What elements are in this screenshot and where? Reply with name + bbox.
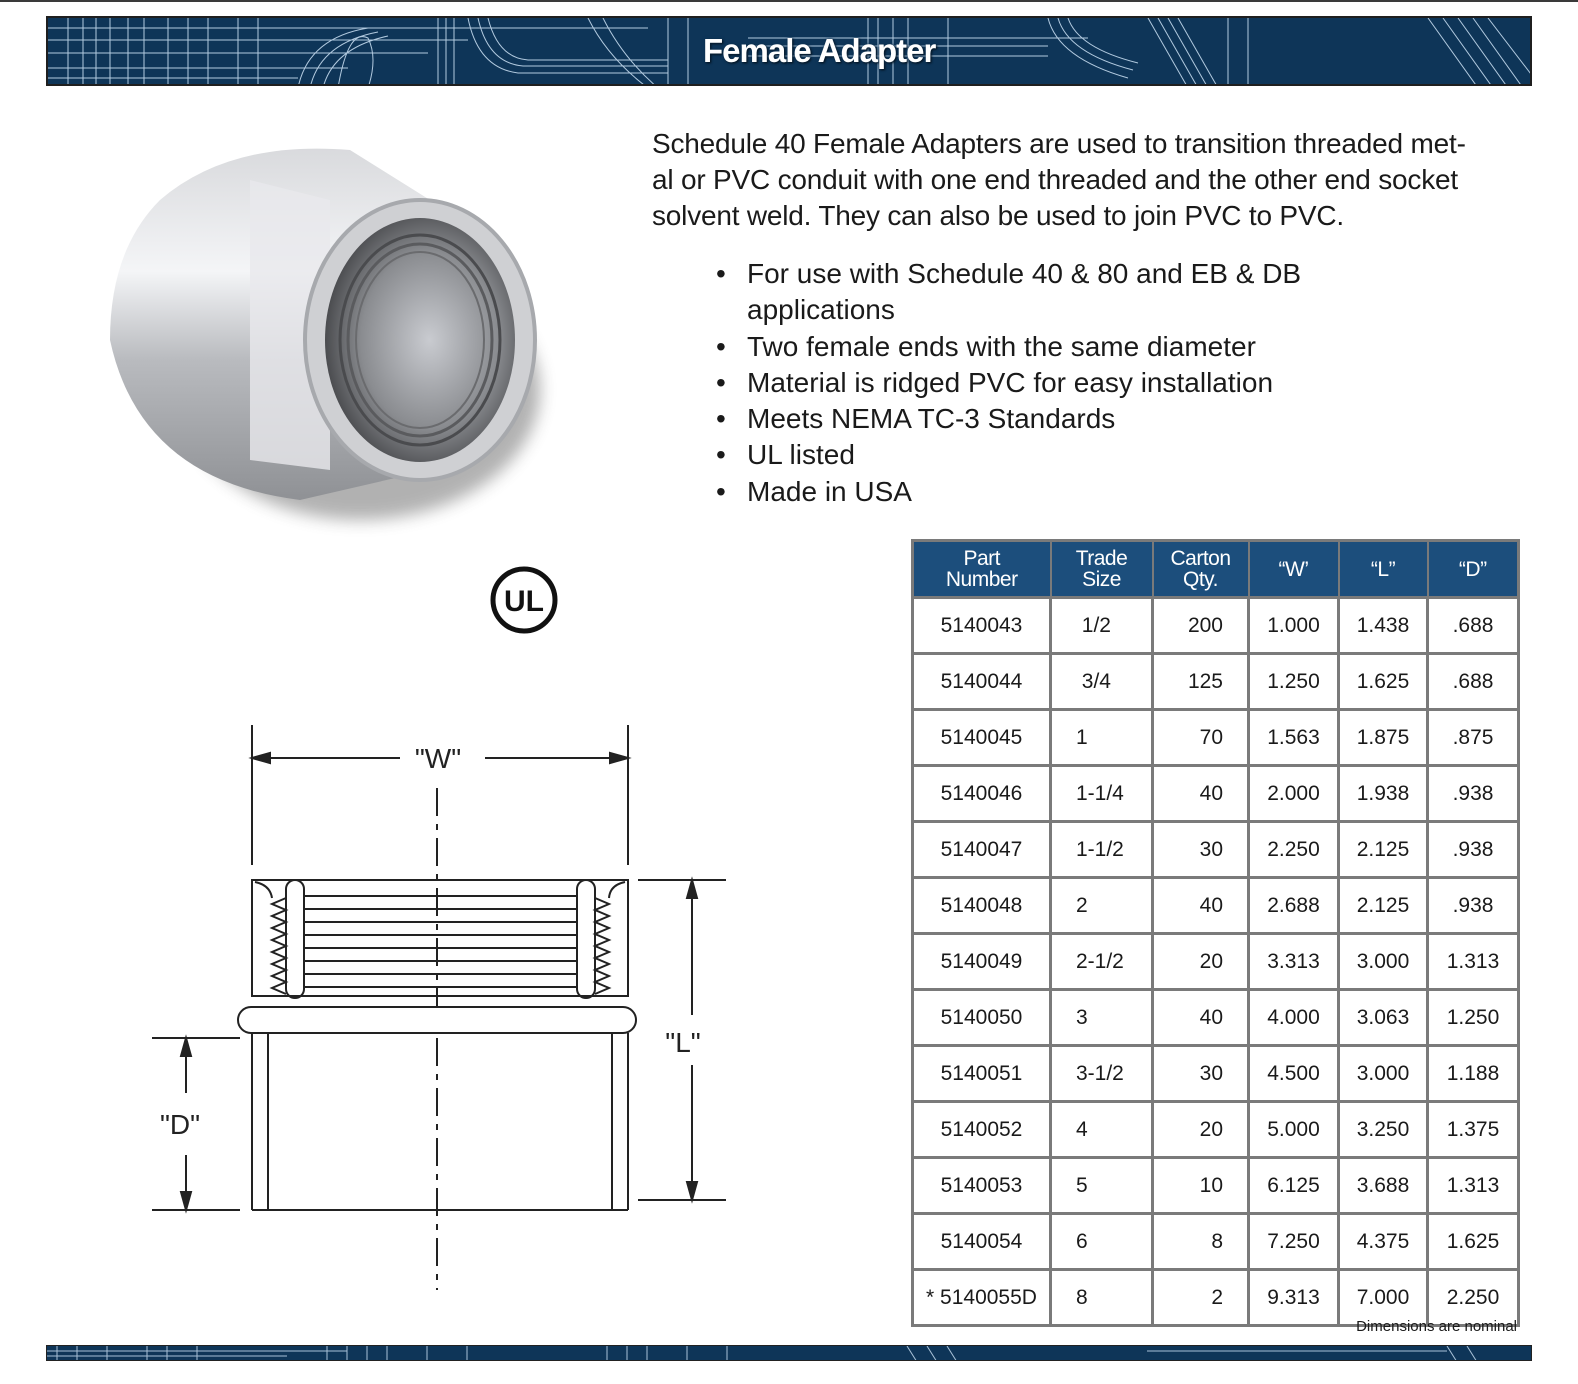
carton-qty-cell: 20 [1153, 1102, 1249, 1158]
part-number-cell: 5140050 [913, 990, 1051, 1046]
carton-qty-cell: 20 [1153, 934, 1249, 990]
table-row [913, 1158, 1519, 1214]
description-line-2: al or PVC conduit with one end threaded and the other end socket [652, 164, 1458, 195]
trade-size-cell: 3-1/2 [1051, 1046, 1153, 1102]
l-dimension-cell: 1.938 [1339, 766, 1428, 822]
column-header-d: “D” [1428, 541, 1519, 598]
w-dimension-cell: 5.000 [1249, 1102, 1339, 1158]
table-row [913, 990, 1519, 1046]
part-number-cell: 5140052 [913, 1102, 1051, 1158]
w-dimension-cell: 2.688 [1249, 878, 1339, 934]
table-row [913, 1046, 1519, 1102]
l-dimension-cell: 1.875 [1339, 710, 1428, 766]
d-dimension-cell: .938 [1428, 766, 1519, 822]
column-header-trade-size: Trade Size [1051, 541, 1153, 598]
trade-size-cell: 1/2 [1051, 598, 1153, 654]
part-number-cell: 5140044 [913, 654, 1051, 710]
carton-qty-cell: 8 [1153, 1214, 1249, 1270]
trade-size-cell: 1-1/2 [1051, 822, 1153, 878]
table-row [913, 710, 1519, 766]
part-number-cell: 5140045 [913, 710, 1051, 766]
part-number-cell: 5140054 [913, 1214, 1051, 1270]
product-description [652, 126, 1552, 234]
trade-size-cell: 2 [1051, 878, 1153, 934]
l-dimension-cell: 3.688 [1339, 1158, 1428, 1214]
description-line-3: solvent weld. They can also be used to join PVC to PVC. [652, 200, 1344, 231]
d-dimension-cell: .688 [1428, 654, 1519, 710]
w-dimension-cell: 2.250 [1249, 822, 1339, 878]
carton-qty-cell: 200 [1153, 598, 1249, 654]
trade-size-cell: 2-1/2 [1051, 934, 1153, 990]
w-dimension-cell: 4.000 [1249, 990, 1339, 1046]
d-dimension-cell: 1.625 [1428, 1214, 1519, 1270]
carton-qty-cell: 70 [1153, 710, 1249, 766]
trade-size-cell: 8 [1051, 1270, 1153, 1326]
carton-qty-cell: 40 [1153, 990, 1249, 1046]
w-dimension-cell: 9.313 [1249, 1270, 1339, 1326]
d-dimension-cell: .938 [1428, 878, 1519, 934]
part-number-cell: 5140043 [913, 598, 1051, 654]
l-dimension-cell: 3.000 [1339, 934, 1428, 990]
d-dimension-cell: .938 [1428, 822, 1519, 878]
d-dimension-cell: 1.313 [1428, 934, 1519, 990]
dimensions-note: Dimensions are nominal [1356, 1318, 1517, 1335]
column-header-part-number: Part Number [913, 541, 1051, 598]
part-number-cell: 5140048 [913, 878, 1051, 934]
feature-item: • Two female ends with the same diameter [716, 329, 1376, 365]
w-dimension-cell: 7.250 [1249, 1214, 1339, 1270]
trade-size-cell: 3 [1051, 990, 1153, 1046]
top-rule [0, 0, 1578, 2]
l-dimension-cell: 2.125 [1339, 822, 1428, 878]
feature-item: • Made in USA [716, 474, 1376, 510]
dimension-drawing [140, 710, 740, 1290]
w-dimension-cell: 1.250 [1249, 654, 1339, 710]
w-dimension-cell: 2.000 [1249, 766, 1339, 822]
carton-qty-cell: 125 [1153, 654, 1249, 710]
d-dimension-cell: 1.313 [1428, 1158, 1519, 1214]
carton-qty-cell: 30 [1153, 822, 1249, 878]
part-number-cell: 5140053 [913, 1158, 1051, 1214]
l-dimension-cell: 2.125 [1339, 878, 1428, 934]
footer-banner [46, 1345, 1532, 1361]
dimensions-table [911, 539, 1520, 1327]
part-number-cell: 5140049 [913, 934, 1051, 990]
carton-qty-cell: 2 [1153, 1270, 1249, 1326]
d-dimension-cell: 2.250 [1428, 1270, 1519, 1326]
table-row [913, 822, 1519, 878]
l-dimension-cell: 1.625 [1339, 654, 1428, 710]
svg-text:UL: UL [504, 585, 544, 618]
part-number-cell: * 5140055D [913, 1270, 1051, 1326]
trade-size-cell: 5 [1051, 1158, 1153, 1214]
feature-item: • UL listed [716, 437, 1376, 473]
d-dimension-cell: 1.375 [1428, 1102, 1519, 1158]
w-dimension-label: "W" [414, 743, 462, 774]
trade-size-cell: 4 [1051, 1102, 1153, 1158]
description-line-1: Schedule 40 Female Adapters are used to transition threaded met- [652, 128, 1466, 159]
l-dimension-cell: 3.000 [1339, 1046, 1428, 1102]
feature-item: • Meets NEMA TC-3 Standards [716, 401, 1376, 437]
table-row [913, 598, 1519, 654]
carton-qty-cell: 40 [1153, 766, 1249, 822]
d-dimension-cell: .688 [1428, 598, 1519, 654]
wireframe-pattern-icon [47, 1346, 1532, 1361]
column-header-carton-qty: Carton Qty. [1153, 541, 1249, 598]
l-dimension-cell: 3.063 [1339, 990, 1428, 1046]
table-row [913, 934, 1519, 990]
l-dimension-cell: 1.438 [1339, 598, 1428, 654]
column-header-w: “W’ [1249, 541, 1339, 598]
d-dimension-cell: .875 [1428, 710, 1519, 766]
title-banner [46, 16, 1532, 86]
table-row [913, 654, 1519, 710]
w-dimension-cell: 6.125 [1249, 1158, 1339, 1214]
w-dimension-cell: 1.000 [1249, 598, 1339, 654]
page-title: Female Adapter [703, 32, 936, 69]
carton-qty-cell: 10 [1153, 1158, 1249, 1214]
d-dimension-cell: 1.188 [1428, 1046, 1519, 1102]
trade-size-cell: 3/4 [1051, 654, 1153, 710]
feature-item: • For use with Schedule 40 & 80 and EB & DB applications [716, 256, 1376, 329]
d-dimension-cell: 1.250 [1428, 990, 1519, 1046]
ul-listed-icon [490, 566, 558, 634]
w-dimension-cell: 4.500 [1249, 1046, 1339, 1102]
d-dimension-label: "D" [159, 1109, 201, 1140]
w-dimension-cell: 3.313 [1249, 934, 1339, 990]
trade-size-cell: 1-1/4 [1051, 766, 1153, 822]
l-dimension-cell: 4.375 [1339, 1214, 1428, 1270]
column-header-l: “L” [1339, 541, 1428, 598]
feature-list [716, 256, 1376, 510]
trade-size-cell: 6 [1051, 1214, 1153, 1270]
l-dimension-cell: 7.000 [1339, 1270, 1428, 1326]
part-number-cell: 5140046 [913, 766, 1051, 822]
l-dimension-label: "L" [665, 1027, 701, 1058]
feature-item: • Material is ridged PVC for easy installation [716, 365, 1376, 401]
carton-qty-cell: 30 [1153, 1046, 1249, 1102]
product-photo [100, 140, 560, 540]
table-header-row [913, 541, 1519, 598]
table-row [913, 1102, 1519, 1158]
part-number-cell: 5140051 [913, 1046, 1051, 1102]
carton-qty-cell: 40 [1153, 878, 1249, 934]
table-row [913, 878, 1519, 934]
w-dimension-cell: 1.563 [1249, 710, 1339, 766]
l-dimension-cell: 3.250 [1339, 1102, 1428, 1158]
part-number-cell: 5140047 [913, 822, 1051, 878]
table-row [913, 1214, 1519, 1270]
table-row [913, 766, 1519, 822]
trade-size-cell: 1 [1051, 710, 1153, 766]
